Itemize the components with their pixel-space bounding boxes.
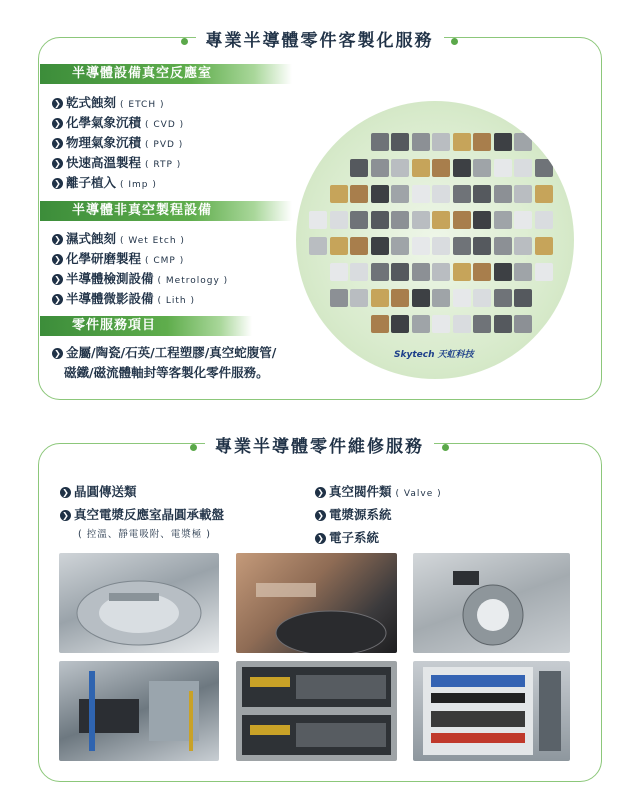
parts-service-heading: 零件服務項目 — [40, 316, 252, 336]
title-dot-icon — [190, 444, 197, 451]
part-thumbnail — [412, 263, 430, 281]
skytech-logo: Skytech 天虹科技 — [394, 350, 474, 360]
arrow-circle-icon: ❯ — [52, 138, 63, 149]
part-thumbnail — [391, 159, 409, 177]
part-thumbnail — [453, 211, 471, 229]
part-thumbnail — [391, 211, 409, 229]
part-thumbnail — [473, 133, 491, 151]
part-thumbnail — [412, 315, 430, 333]
title-dot-icon — [442, 444, 449, 451]
part-thumbnail — [535, 185, 553, 203]
part-thumbnail — [453, 133, 471, 151]
part-thumbnail — [371, 185, 389, 203]
part-thumbnail — [494, 185, 512, 203]
part-thumbnail — [330, 185, 348, 203]
part-thumbnail — [412, 185, 430, 203]
arrow-circle-icon: ❯ — [52, 178, 63, 189]
part-thumbnail — [535, 211, 553, 229]
arrow-circle-icon: ❯ — [52, 158, 63, 169]
part-thumbnail — [535, 237, 553, 255]
part-thumbnail — [350, 185, 368, 203]
arrow-circle-icon: ❯ — [52, 348, 63, 359]
arrow-circle-icon: ❯ — [52, 98, 63, 109]
part-thumbnail — [432, 159, 450, 177]
title-dot-icon — [451, 38, 458, 45]
arrow-circle-icon: ❯ — [52, 254, 63, 265]
electrical-cabinet-photo — [413, 661, 570, 761]
part-thumbnail — [350, 211, 368, 229]
part-thumbnail — [350, 159, 368, 177]
part-thumbnail — [391, 133, 409, 151]
part-thumbnail — [453, 315, 471, 333]
list-item: ❯ 化學研磨製程 ( CMP ) — [52, 249, 184, 267]
list-item: ❯ 電漿源系統 — [315, 505, 392, 523]
valve-assembly-photo — [59, 661, 219, 761]
list-item: ❯ 乾式蝕刻 ( ETCH ) — [52, 93, 164, 111]
vacuum-chamber-heading: 半導體設備真空反應室 — [40, 64, 292, 84]
part-thumbnail — [514, 159, 532, 177]
part-thumbnail — [535, 159, 553, 177]
part-thumbnail — [412, 159, 430, 177]
chuck-note: ( 控溫、靜電吸附、電漿極 ) — [78, 529, 211, 540]
part-thumbnail — [535, 263, 553, 281]
arrow-circle-icon: ❯ — [52, 294, 63, 305]
part-thumbnail — [494, 211, 512, 229]
part-thumbnail — [391, 289, 409, 307]
part-thumbnail — [473, 159, 491, 177]
part-thumbnail — [412, 237, 430, 255]
part-thumbnail — [494, 133, 512, 151]
part-thumbnail — [371, 237, 389, 255]
part-thumbnail — [514, 237, 532, 255]
list-item: ❯ 離子植入 ( Imp ) — [52, 173, 157, 191]
list-item: ❯ 晶圓傳送類 — [60, 482, 137, 500]
part-thumbnail — [494, 315, 512, 333]
part-thumbnail — [473, 185, 491, 203]
part-thumbnail — [330, 289, 348, 307]
part-thumbnail — [432, 315, 450, 333]
part-thumbnail — [432, 237, 450, 255]
part-thumbnail — [412, 289, 430, 307]
part-thumbnail — [432, 211, 450, 229]
parts-service-text-line1: ❯ 金屬/陶瓷/石英/工程塑膠/真空蛇腹管/ — [52, 343, 276, 361]
part-thumbnail — [514, 211, 532, 229]
part-thumbnail — [412, 133, 430, 151]
part-thumbnail — [330, 237, 348, 255]
list-item: ❯ 真空閥件類 ( Valve ) — [315, 482, 442, 500]
custom-parts-title-row — [0, 26, 639, 51]
list-item: ❯ 半導體微影設備 ( Lith ) — [52, 289, 195, 307]
part-thumbnail — [514, 133, 532, 151]
arrow-circle-icon: ❯ — [52, 234, 63, 245]
parts-service-text-line2: 磁鐵/磁流體軸封等客製化零件服務。 — [64, 365, 269, 380]
part-thumbnail — [494, 289, 512, 307]
part-thumbnail — [371, 159, 389, 177]
arrow-circle-icon: ❯ — [315, 510, 326, 521]
part-thumbnail — [432, 185, 450, 203]
custom-parts-title: 專業半導體零件客製化服務 — [196, 31, 444, 51]
part-thumbnail — [412, 211, 430, 229]
part-thumbnail — [371, 133, 389, 151]
part-thumbnail — [514, 315, 532, 333]
part-thumbnail — [514, 185, 532, 203]
part-thumbnail — [494, 159, 512, 177]
part-thumbnail — [391, 237, 409, 255]
arrow-circle-icon: ❯ — [315, 533, 326, 544]
part-thumbnail — [391, 263, 409, 281]
part-thumbnail — [371, 289, 389, 307]
part-thumbnail — [494, 263, 512, 281]
part-thumbnail — [371, 315, 389, 333]
arrow-circle-icon: ❯ — [315, 487, 326, 498]
plasma-chamber-photo — [413, 553, 570, 653]
list-item: ❯ 化學氣象沉積 ( CVD ) — [52, 113, 184, 131]
part-thumbnail — [473, 263, 491, 281]
part-thumbnail — [371, 263, 389, 281]
part-thumbnail — [330, 263, 348, 281]
part-thumbnail — [330, 211, 348, 229]
list-item: ❯ 濕式蝕刻 ( Wet Etch ) — [52, 229, 185, 247]
part-thumbnail — [432, 289, 450, 307]
part-thumbnail — [473, 315, 491, 333]
arrow-circle-icon: ❯ — [60, 510, 71, 521]
part-thumbnail — [350, 289, 368, 307]
part-thumbnail — [371, 211, 389, 229]
part-thumbnail — [391, 315, 409, 333]
wafer-chuck-photo — [236, 553, 397, 653]
part-thumbnail — [514, 289, 532, 307]
rf-power-supply-photo — [236, 661, 397, 761]
non-vacuum-heading: 半導體非真空製程設備 — [40, 201, 292, 221]
repair-service-title: 專業半導體零件維修服務 — [205, 437, 434, 457]
list-item: ❯ 電子系統 — [315, 528, 379, 546]
part-thumbnail — [432, 133, 450, 151]
list-item: ❯ 物理氣象沉積 ( PVD ) — [52, 133, 183, 151]
part-thumbnail — [350, 263, 368, 281]
repair-service-title-row — [0, 432, 639, 457]
part-thumbnail — [473, 289, 491, 307]
part-thumbnail — [391, 185, 409, 203]
list-item: ❯ 半導體檢測設備 ( Metrology ) — [52, 269, 228, 287]
part-thumbnail — [514, 263, 532, 281]
part-thumbnail — [473, 237, 491, 255]
part-thumbnail — [494, 237, 512, 255]
part-thumbnail — [309, 237, 327, 255]
parts-photo-collage — [296, 101, 574, 379]
part-thumbnail — [453, 185, 471, 203]
arrow-circle-icon: ❯ — [52, 274, 63, 285]
part-thumbnail — [350, 237, 368, 255]
part-thumbnail — [453, 289, 471, 307]
arrow-circle-icon: ❯ — [60, 487, 71, 498]
wafer-transfer-photo — [59, 553, 219, 653]
list-item: ❯ 快速高溫製程 ( RTP ) — [52, 153, 181, 171]
part-thumbnail — [432, 263, 450, 281]
part-thumbnail — [453, 237, 471, 255]
list-item: ❯ 真空電漿反應室晶圓承載盤 — [60, 505, 224, 523]
title-dot-icon — [181, 38, 188, 45]
part-thumbnail — [453, 263, 471, 281]
part-thumbnail — [453, 159, 471, 177]
arrow-circle-icon: ❯ — [52, 118, 63, 129]
part-thumbnail — [473, 211, 491, 229]
part-thumbnail — [309, 211, 327, 229]
